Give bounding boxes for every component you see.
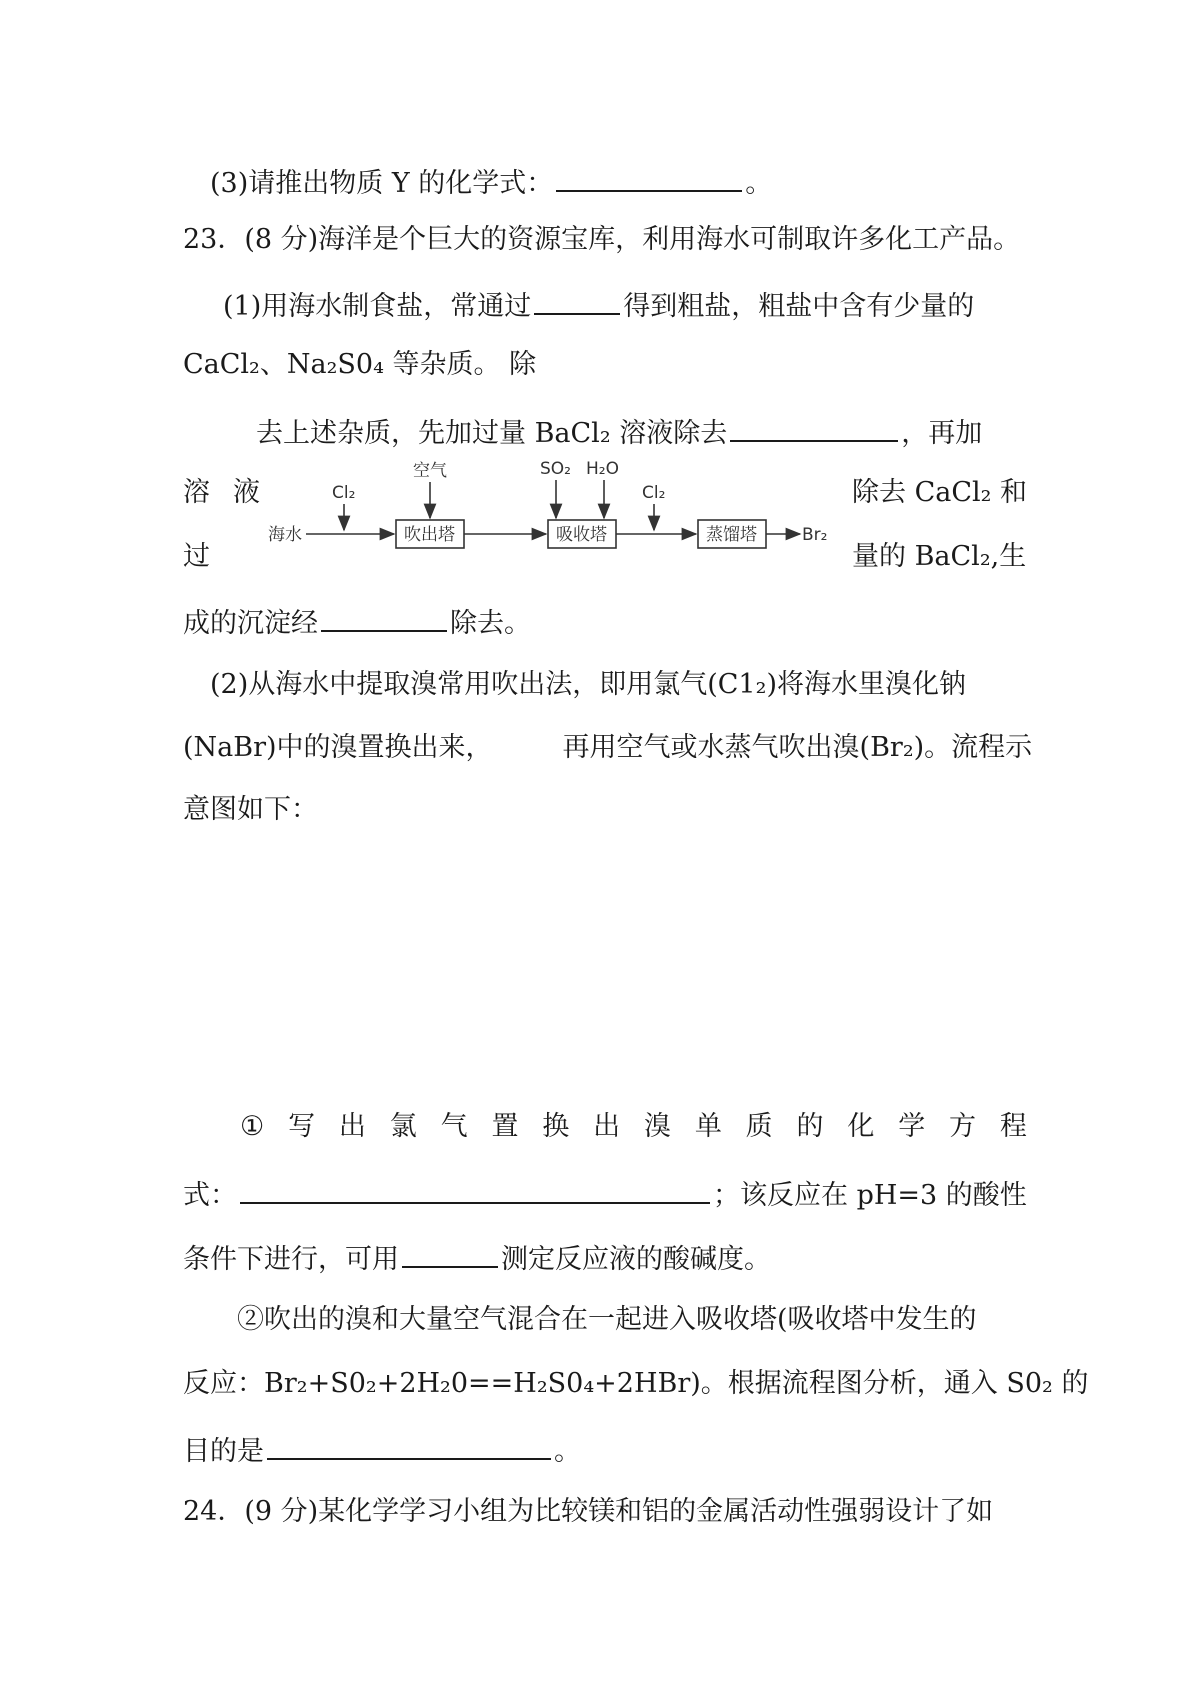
q23-left-char-1: 溶 xyxy=(183,477,210,508)
q23-sub2-a: ②吹出的溴和大量空气混合在一起进入吸收塔(吸收塔中发生的 xyxy=(237,1304,977,1335)
q23-sub1-char: 溴 xyxy=(643,1111,671,1142)
q22-part3-line xyxy=(210,160,772,204)
q23-p3-blank[interactable] xyxy=(730,410,898,442)
q23-p1-b: 得到粗盐，粗盐中含有少量的 xyxy=(623,291,975,322)
q23-sub1-char: 写 xyxy=(288,1111,316,1142)
q23-sub1-char: 置 xyxy=(491,1111,519,1142)
so2-input-label: SO₂ xyxy=(540,459,571,479)
q23-sub1-line xyxy=(240,1107,1027,1147)
cl2-input-2-label: Cl₂ xyxy=(642,483,666,503)
q23-sub1-char: 出 xyxy=(593,1111,621,1142)
q23-p1-line xyxy=(223,283,974,327)
q23-p5-a: 成的沉淀经 xyxy=(183,608,318,639)
q23-sub2-d: 。 xyxy=(554,1436,581,1467)
q23-sub1-char: ① xyxy=(240,1111,265,1142)
q23-sub1-c: ；该反应在 pH=3 的酸性 xyxy=(713,1180,1027,1211)
q23-p5-line xyxy=(183,600,531,644)
q23-sub1-b: 式： xyxy=(183,1180,237,1211)
q23-sub1-char: 学 xyxy=(898,1111,926,1142)
q23-p7-b: 再用空气或水蒸气吹出溴(Br₂)。流程示 xyxy=(562,732,1033,763)
q23-sub1-d: 条件下进行，可用 xyxy=(183,1244,399,1275)
bromine-flow-diagram xyxy=(268,458,858,568)
q23-right-text-1: 除去 CaCl₂ 和 xyxy=(852,477,1028,508)
q23-sub1-b-line xyxy=(183,1172,1027,1216)
air-input-label: 空气 xyxy=(413,461,447,481)
q23-p5-blank[interactable] xyxy=(321,600,447,632)
q23-left-char-3: 过 xyxy=(183,541,210,572)
q23-sub1-d-line xyxy=(183,1236,771,1280)
br2-product-label: Br₂ xyxy=(802,525,828,545)
blow-out-tower-label: 吹出塔 xyxy=(404,525,455,545)
q23-p7-a: (NaBr)中的溴置换出来， xyxy=(183,732,493,763)
q23-sub1-char: 出 xyxy=(338,1111,366,1142)
q23-p8: 意图如下： xyxy=(183,794,318,825)
q23-sub1-e: 测定反应液的酸碱度。 xyxy=(501,1244,771,1275)
cl2-input-1-label: Cl₂ xyxy=(332,483,356,503)
q23-sub2-c-line xyxy=(183,1428,581,1472)
q23-ph-blank[interactable] xyxy=(402,1236,498,1268)
q23-p1-a: (1)用海水制食盐，常通过 xyxy=(223,291,532,322)
q22-part3-text: (3)请推出物质 Y 的化学式： xyxy=(210,168,554,199)
q23-p3-b: ，再加 xyxy=(901,418,983,449)
q23-sub1-char: 程 xyxy=(999,1111,1027,1142)
q23-sub1-char: 单 xyxy=(694,1111,722,1142)
q23-right-text-2: 量的 BaCl₂,生 xyxy=(852,541,1027,572)
q23-p2: CaCl₂、Na₂S0₄ 等杂质。 除 xyxy=(183,349,537,380)
q23-sub1-char: 换 xyxy=(542,1111,570,1142)
q23-p5-b: 除去。 xyxy=(450,608,531,639)
q23-sub1-char: 化 xyxy=(847,1111,875,1142)
h2o-input-label: H₂O xyxy=(586,459,619,479)
q23-sub2-b: 反应：Br₂+S0₂+2H₂0==H₂S0₄+2HBr)。根据流程图分析，通入 S0₂ 的 xyxy=(183,1368,1089,1399)
q23-sub1-char: 方 xyxy=(949,1111,977,1142)
q23-left-char-2: 液 xyxy=(233,477,260,508)
q23-p1-blank[interactable] xyxy=(534,283,620,315)
q23-p6: (2)从海水中提取溴常用吹出法，即用氯气(C1₂)将海水里溴化钠 xyxy=(210,669,966,700)
q22-part3-answer-blank[interactable] xyxy=(556,160,742,192)
q23-sub1-char: 质 xyxy=(745,1111,773,1142)
q23-sub1-char: 氯 xyxy=(389,1111,417,1142)
q23-p3-a: 去上述杂质，先加过量 BaCl₂ 溶液除去 xyxy=(256,418,728,449)
q23-equation-blank[interactable] xyxy=(240,1172,710,1204)
q23-p7-line xyxy=(183,728,1032,768)
q23-so2-purpose-blank[interactable] xyxy=(267,1428,551,1460)
q23-heading: 23．(8 分)海洋是个巨大的资源宝库，利用海水可制取许多化工产品。 xyxy=(183,224,1021,255)
q23-sub1-char: 气 xyxy=(440,1111,468,1142)
distillation-tower-label: 蒸馏塔 xyxy=(706,525,757,545)
seawater-label: 海水 xyxy=(268,525,302,545)
q24-heading: 24．(9 分)某化学学习小组为比较镁和铝的金属活动性强弱设计了如 xyxy=(183,1496,994,1527)
absorption-tower-label: 吸收塔 xyxy=(556,525,607,545)
q22-part3-end: 。 xyxy=(745,168,773,199)
q23-p3-line xyxy=(256,410,982,454)
q23-sub1-char: 的 xyxy=(796,1111,824,1142)
q23-sub2-c: 目的是 xyxy=(183,1436,264,1467)
